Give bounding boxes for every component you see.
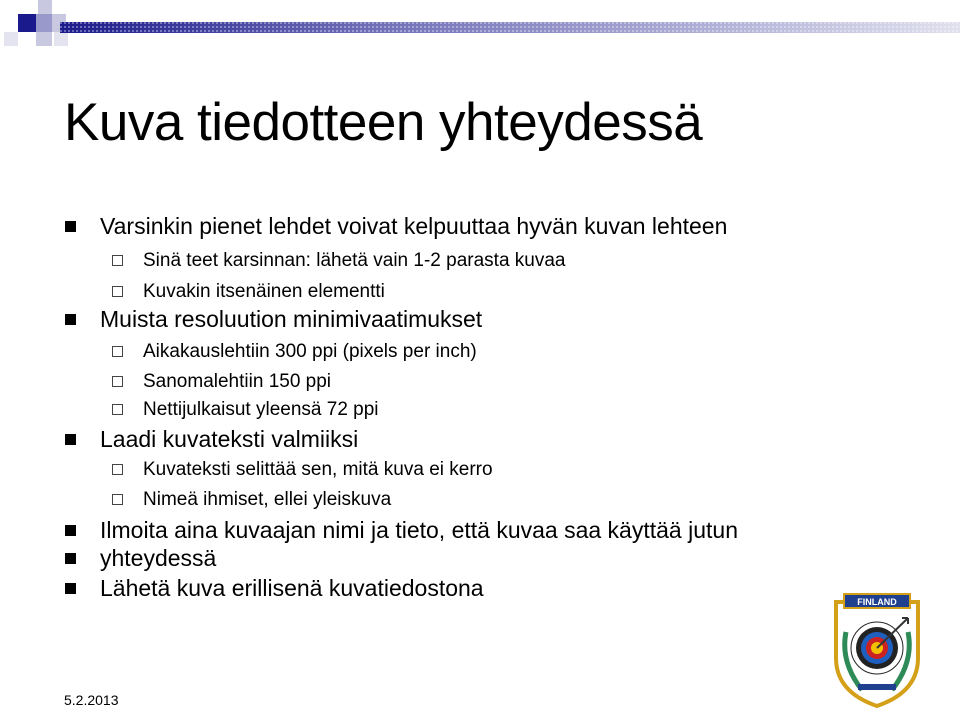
hollow-square-bullet-icon bbox=[112, 286, 123, 297]
list-item: Kuvateksti selittää sen, mitä kuva ei kerro bbox=[143, 459, 493, 481]
slide-title: Kuva tiedotteen yhteydessä bbox=[64, 93, 703, 152]
hollow-square-bullet-icon bbox=[112, 404, 123, 415]
list-item: Sinä teet karsinnan: lähetä vain 1-2 parasta kuvaa bbox=[143, 250, 566, 272]
list-item: Aikakauslehtiin 300 ppi (pixels per inch) bbox=[143, 341, 477, 363]
hollow-square-bullet-icon bbox=[112, 464, 123, 475]
hollow-square-bullet-icon bbox=[112, 255, 123, 266]
list-item: Lähetä kuva erillisenä kuvatiedostona bbox=[100, 575, 484, 601]
list-item: Laadi kuvateksti valmiiksi bbox=[100, 426, 359, 452]
slide-date: 5.2.2013 bbox=[64, 692, 119, 708]
list-item: Muista resoluution minimivaatimukset bbox=[100, 306, 483, 332]
list-item-continuation: yhteydessä bbox=[100, 545, 217, 571]
hollow-square-bullet-icon bbox=[112, 376, 123, 387]
list-item: Nimeä ihmiset, ellei yleiskuva bbox=[143, 489, 391, 511]
header-bar bbox=[60, 22, 960, 33]
list-item: Kuvakin itsenäinen elementti bbox=[143, 281, 385, 303]
list-item: Sanomalehtiin 150 ppi bbox=[143, 371, 331, 393]
logo-text: FINLAND bbox=[857, 597, 897, 607]
list-item: Ilmoita aina kuvaajan nimi ja tieto, että kuvaa saa käyttää jutun bbox=[100, 517, 738, 543]
list-item: Varsinkin pienet lehdet voivat kelpuuttaa hyvän kuvan lehteen bbox=[100, 213, 728, 239]
hollow-square-bullet-icon bbox=[112, 494, 123, 505]
list-item: Nettijulkaisut yleensä 72 ppi bbox=[143, 399, 379, 421]
hollow-square-bullet-icon bbox=[112, 346, 123, 357]
finland-archery-badge-logo bbox=[832, 592, 922, 708]
